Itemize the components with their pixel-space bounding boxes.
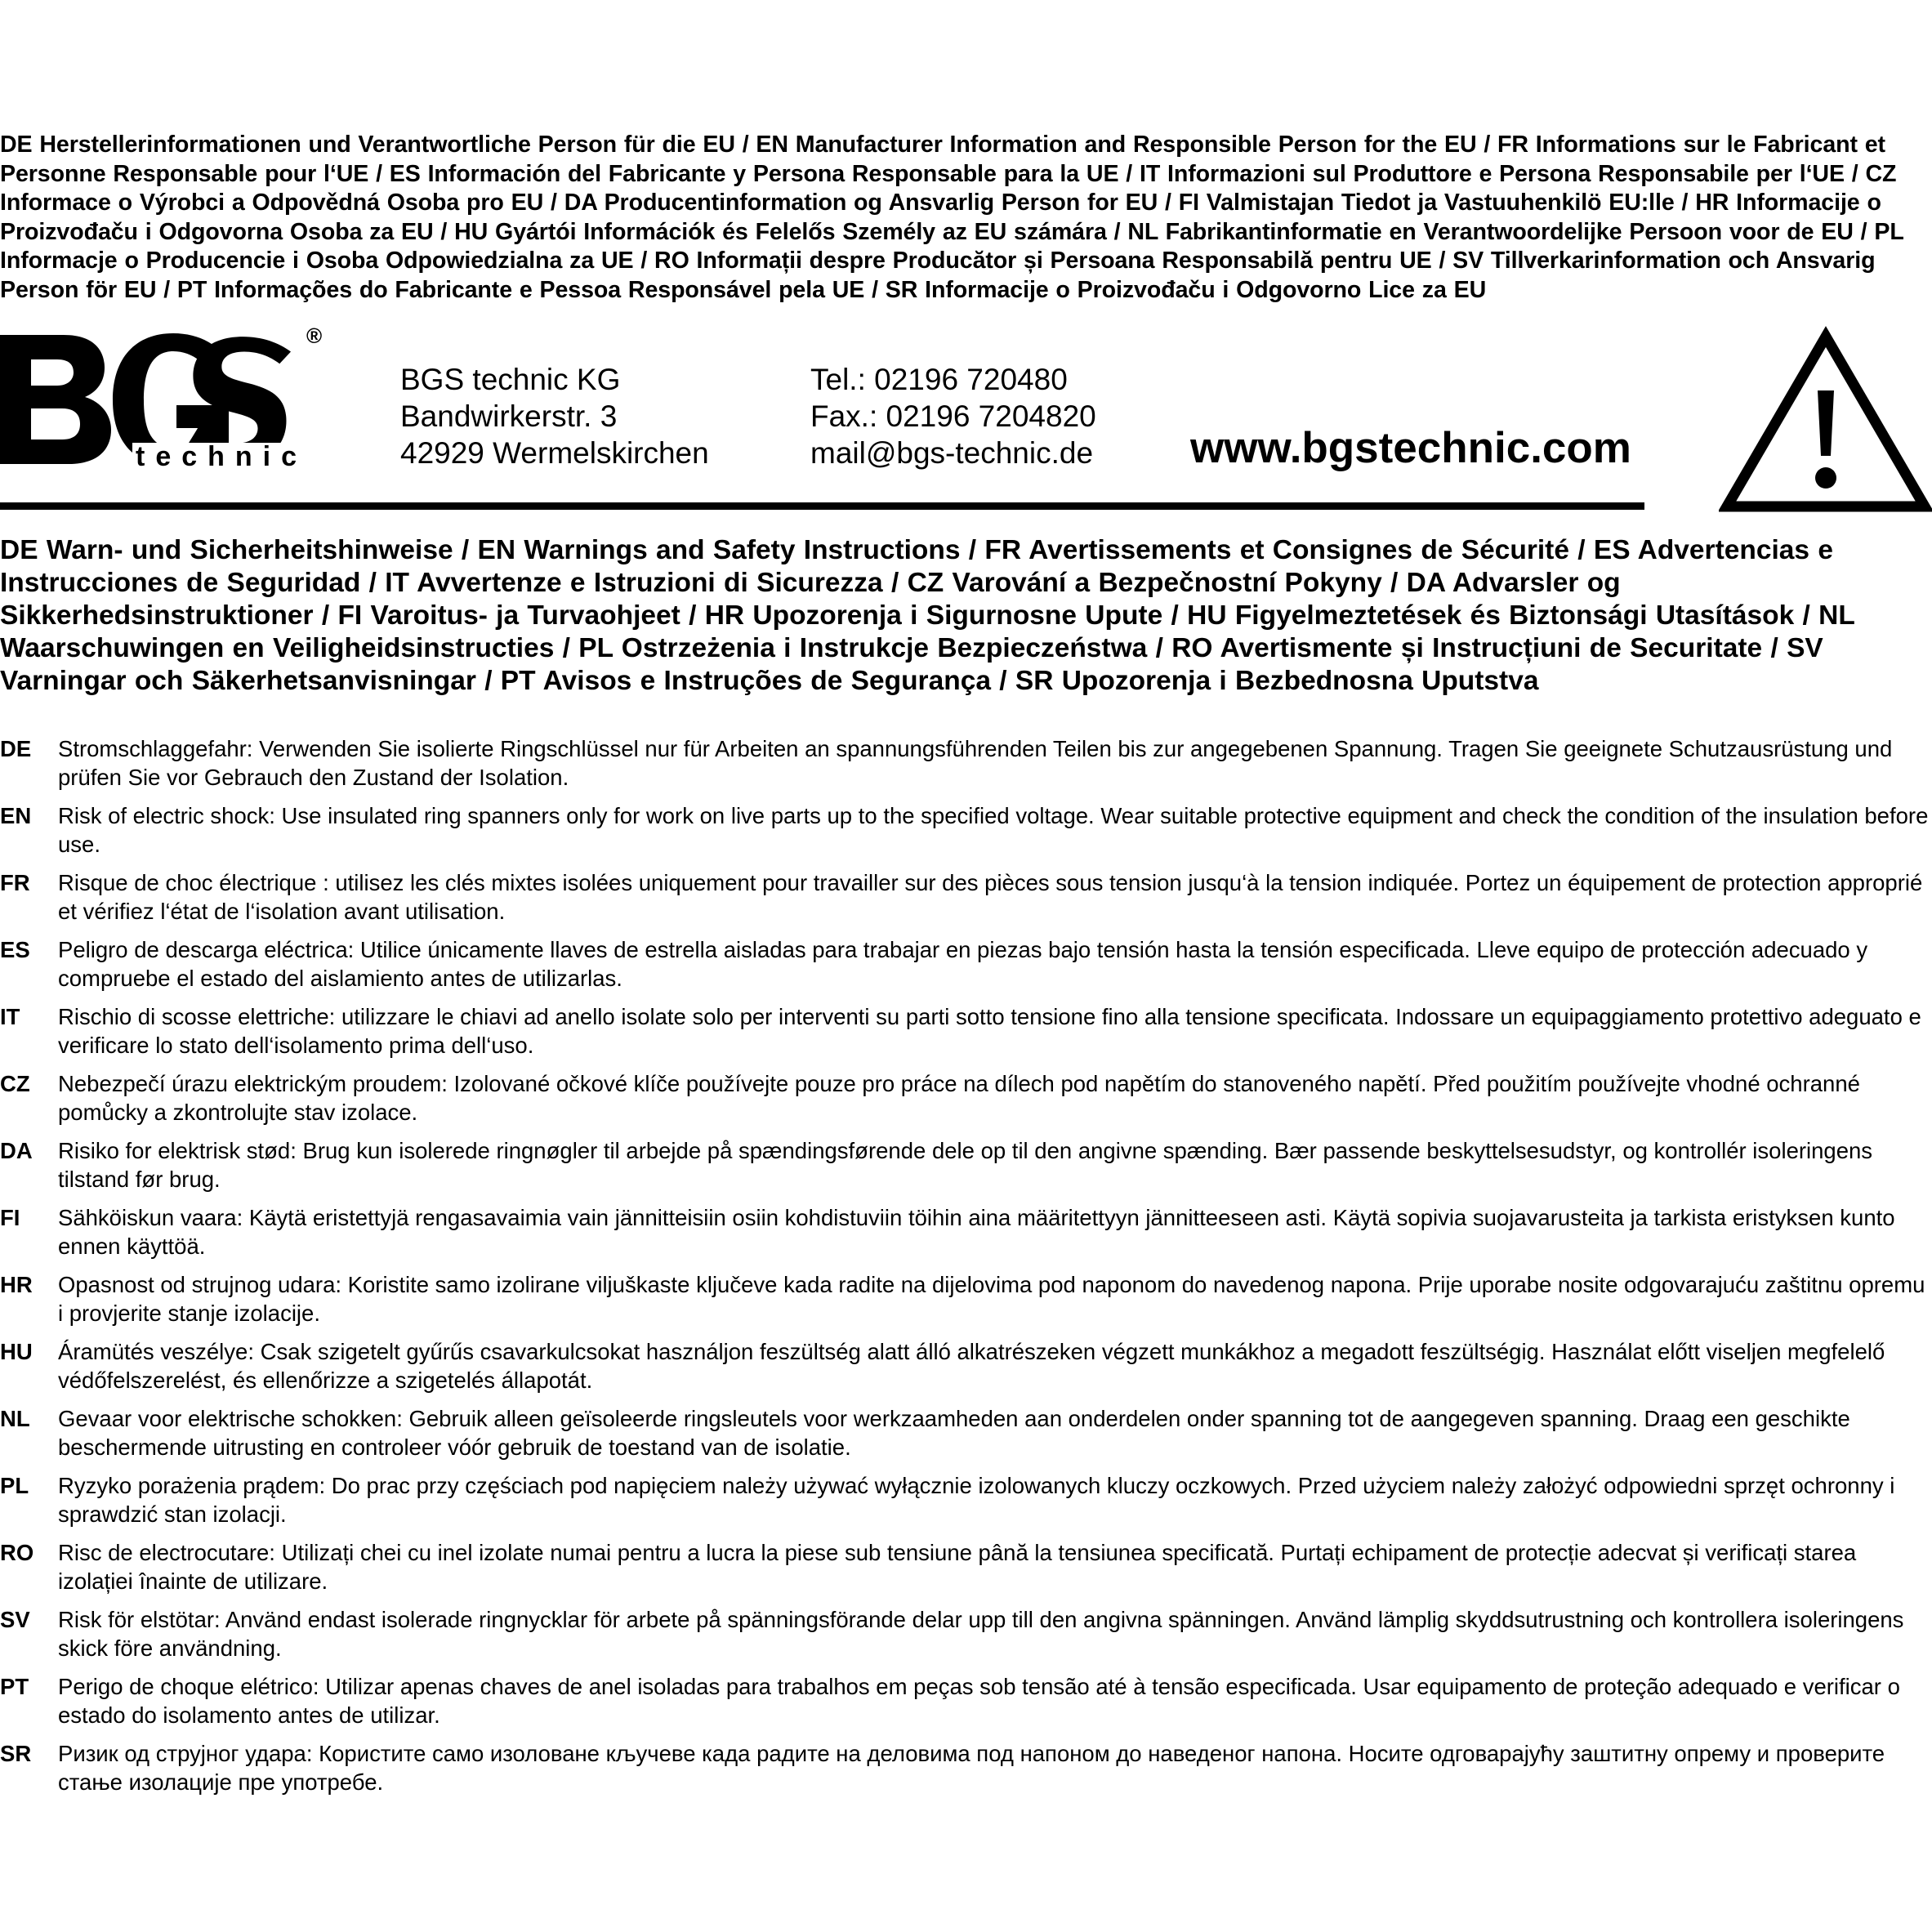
instruction-es xyxy=(0,935,1932,1002)
language-code: CZ xyxy=(0,1071,30,1096)
instruction-text: Risc de electrocutare: Utilizați chei cu inel izolate numai pentru a lucra la piese sub tensiune până la tensiunea specificată. Purtați echipament de protecție adecvat și verificați starea izolației înainte de utilizare. xyxy=(58,1540,1857,1594)
language-code: PT xyxy=(0,1674,29,1699)
instruction-en xyxy=(0,801,1932,868)
instruction-text: Áramütés veszélye: Csak szigetelt gyűrűs csavarkulcsokat használjon feszültség alatt álló alkatrészeken végzett munkákhoz a megadott feszültségig. Használat előtt viseljen megfelelő védőfelszerelést, és ellenőrizze a szigetelés állapotát. xyxy=(58,1339,1885,1393)
language-code: EN xyxy=(0,803,32,828)
company-tel: Tel.: 02196 720480 xyxy=(810,363,1068,396)
language-code: IT xyxy=(0,1004,20,1029)
language-code: PL xyxy=(0,1473,29,1498)
language-code: NL xyxy=(0,1406,30,1431)
instruction-pt xyxy=(0,1672,1932,1739)
instruction-cz xyxy=(0,1069,1932,1136)
instruction-pl xyxy=(0,1471,1932,1538)
instruction-text: Gevaar voor elektrische schokken: Gebruik alleen geïsoleerde ringsleutels voor werkzaamheden aan onderdelen onder spanning tot de aangegeven spanning. Draag een geschikte beschermende uitrusting en controleer vóór gebruik de toestand van de isolatie. xyxy=(58,1406,1850,1460)
language-code: RO xyxy=(0,1540,34,1565)
warning-triangle-icon xyxy=(1719,325,1932,513)
manufacturer-heading: DE Herstellerinformationen und Verantwortliche Person für die EU / EN Manufacturer Information and Responsible Person for the EU / FR Informations sur le Fabricant et Personne Responsable pour l‘UE / ES Información del Fabricante y Persona Responsable para la UE / IT Informazioni sul Produttore e Persona Responsabile per l‘UE / CZ Informace o Výrobci a Odpovědná Osoba pro EU / DA Producentinformation og Ansvarlig Person for EU / FI Valmistajan Tiedot ja Vastuuhenkilö EU:lle / HR Informacije o Proizvođaču i Odgovorna Osoba za EU / HU Gyártói Információk és Felelős Személy az EU számára / NL Fabrikantinformatie en Verantwoordelijke Persoon voor de EU / PL Informacje o Producencie i Osoba Odpowiedzialna za UE / RO Informații despre Producător și Persoana Responsabilă pentru UE / SV Tillverkarinformation och Ansvarig Person för EU / PT Informações do Fabricante e Pessoa Responsável pela UE / SR Informacije o Proizvođaču i Odgovorno Lice za EU xyxy=(0,132,1904,303)
language-code: HU xyxy=(0,1339,33,1364)
instruction-text: Stromschlaggefahr: Verwenden Sie isolierte Ringschlüssel nur für Arbeiten an spannungsführenden Teilen bis zur angegebenen Spannung. Tragen Sie geeignete Schutzausrüstung und prüfen Sie vor Gebrauch den Zustand der Isolation. xyxy=(58,736,1893,790)
instruction-text: Peligro de descarga eléctrica: Utilice únicamente llaves de estrella aisladas para trabajar en piezas bajo tensión hasta la tensión especificada. Lleve equipo de protección adecuado y compruebe el estado del aislamiento antes de utilizarlas. xyxy=(58,937,1868,991)
instruction-text: Risque de choc électrique : utilisez les clés mixtes isolées uniquement pour travailler sur des pièces sous tension jusqu‘à la tension indiquée. Portez un équipement de protection approprié et vérifiez l‘état de l‘isolation avant utilisation. xyxy=(58,870,1923,924)
language-code: FR xyxy=(0,870,30,895)
instruction-text: Risk of electric shock: Use insulated ring spanners only for work on live parts up to the specified voltage. Wear suitable protective equipment and check the condition of the insulation before use. xyxy=(58,803,1929,857)
company-fax: Fax.: 02196 7204820 xyxy=(810,399,1096,433)
instruction-da xyxy=(0,1136,1932,1203)
language-code: DE xyxy=(0,736,32,761)
instruction-text: Risk för elstötar: Använd endast isolerade ringnycklar för arbete på spänningsförande delar upp till den angivna spänningen. Använd lämplig skyddsutrustning och kontrollera isoleringens skick före användning. xyxy=(58,1607,1904,1661)
instruction-text: Sähköiskun vaara: Käytä eristettyjä rengasavaimia vain jännitteisiin osiin kohdistuviin töihin aina määritettyyn jännitteeseen asti. Käytä sopivia suojavarusteita ja tarkista eristyksen kunto ennen käyttöä. xyxy=(58,1205,1895,1259)
instruction-text: Risiko for elektrisk stød: Brug kun isolerede ringnøgler til arbejde på spændingsførende dele op til den angivne spænding. Bær passende beskyttelsesudstyr, og kontrollér isoleringens tilstand før brug. xyxy=(58,1138,1873,1192)
instruction-sv xyxy=(0,1605,1932,1672)
company-contact xyxy=(810,361,1096,471)
warnings-heading: DE Warn- und Sicherheitshinweise / EN Warnings and Safety Instructions / FR Avertissements et Consignes de Sécurité / ES Advertencias e Instrucciones de Seguridad / IT Avvertenze e Istruzioni di Sicurezza / CZ Varování a Bezpečnostní Pokyny / DA Advarsler og Sikkerhedsinstruktioner / FI Varoitus- ja Turvaohjeet / HR Upozorenja i Sigurnosne Upute / HU Figyelmeztetések és Biztonsági Utasítások / NL Waarschuwingen en Veiligheidsinstructies / PL Ostrzeżenia i Instrukcje Bezpieczeństwa / RO Avertismente și Instrucțiuni de Securitate / SV Varningar och Säkerhetsanvisningar / PT Avisos e Instruções de Segurança / SR Upozorenja i Bezbednosna Uputstva xyxy=(0,535,1855,696)
instruction-text: Perigo de choque elétrico: Utilizar apenas chaves de anel isoladas para trabalhos em peças sob tensão até à tensão especificada. Usar equipamento de proteção adequado e verificar o estado do isolamento antes de utilizar. xyxy=(58,1674,1900,1728)
instruction-fr xyxy=(0,868,1932,935)
instruction-hu xyxy=(0,1337,1932,1404)
instruction-sr xyxy=(0,1739,1932,1806)
instruction-text: Opasnost od strujnog udara: Koristite samo izolirane viljuškaste ključeve kada radite na dijelovima pod naponom do navedenog napona. Prije uporabe nosite odgovarajuću zaštitnu opremu i provjerite stanje izolacije. xyxy=(58,1272,1925,1326)
company-street: Bandwirkerstr. 3 xyxy=(400,399,618,433)
website-link[interactable]: www.bgstechnic.com xyxy=(1190,424,1631,472)
safety-instructions-list xyxy=(0,734,1932,1806)
language-code: HR xyxy=(0,1272,33,1297)
instruction-text: Ризик од струјног удара: Користите само изоловане кључеве када радите на деловима под напоном до наведеног напона. Носите одговарајућу заштитну опрему и проверите стање изолације пре употребе. xyxy=(58,1741,1885,1795)
language-code: ES xyxy=(0,937,30,962)
company-mail[interactable]: mail@bgs-technic.de xyxy=(810,436,1094,470)
instruction-text: Rischio di scosse elettriche: utilizzare le chiavi ad anello isolate solo per interventi su parti sotto tensione fino alla tensione specificata. Indossare un equipaggiamento protettivo adeguato e verificare lo stato dell‘isolamento prima dell‘uso. xyxy=(58,1004,1921,1058)
instruction-it xyxy=(0,1002,1932,1069)
language-code: SV xyxy=(0,1607,30,1632)
language-code: SR xyxy=(0,1741,32,1766)
instruction-de xyxy=(0,734,1932,801)
instruction-text: Ryzyko porażenia prądem: Do prac przy częściach pod napięciem należy używać wyłącznie izolowanych kluczy oczkowych. Przed użyciem należy założyć odpowiedni sprzęt ochronny i sprawdzić stan izolacji. xyxy=(58,1473,1895,1527)
company-address xyxy=(400,361,709,471)
instruction-fi xyxy=(0,1203,1932,1270)
instruction-hr xyxy=(0,1270,1932,1337)
instruction-text: Nebezpečí úrazu elektrickým proudem: Izolované očkové klíče používejte pouze pro práce na dílech pod napětím do stanoveného napětí. Před použitím používejte vhodné ochranné pomůcky a zkontrolujte stav izolace. xyxy=(58,1071,1860,1125)
header-divider xyxy=(0,502,1644,510)
instruction-ro xyxy=(0,1538,1932,1605)
company-name: BGS technic KG xyxy=(400,363,621,396)
registered-mark: ® xyxy=(306,327,323,348)
logo-subtext: technic xyxy=(132,443,310,471)
language-code: FI xyxy=(0,1205,20,1230)
language-code: DA xyxy=(0,1138,33,1163)
instruction-nl xyxy=(0,1404,1932,1471)
bgs-technic-logo xyxy=(0,327,327,474)
company-city: 42929 Wermelskirchen xyxy=(400,436,709,470)
